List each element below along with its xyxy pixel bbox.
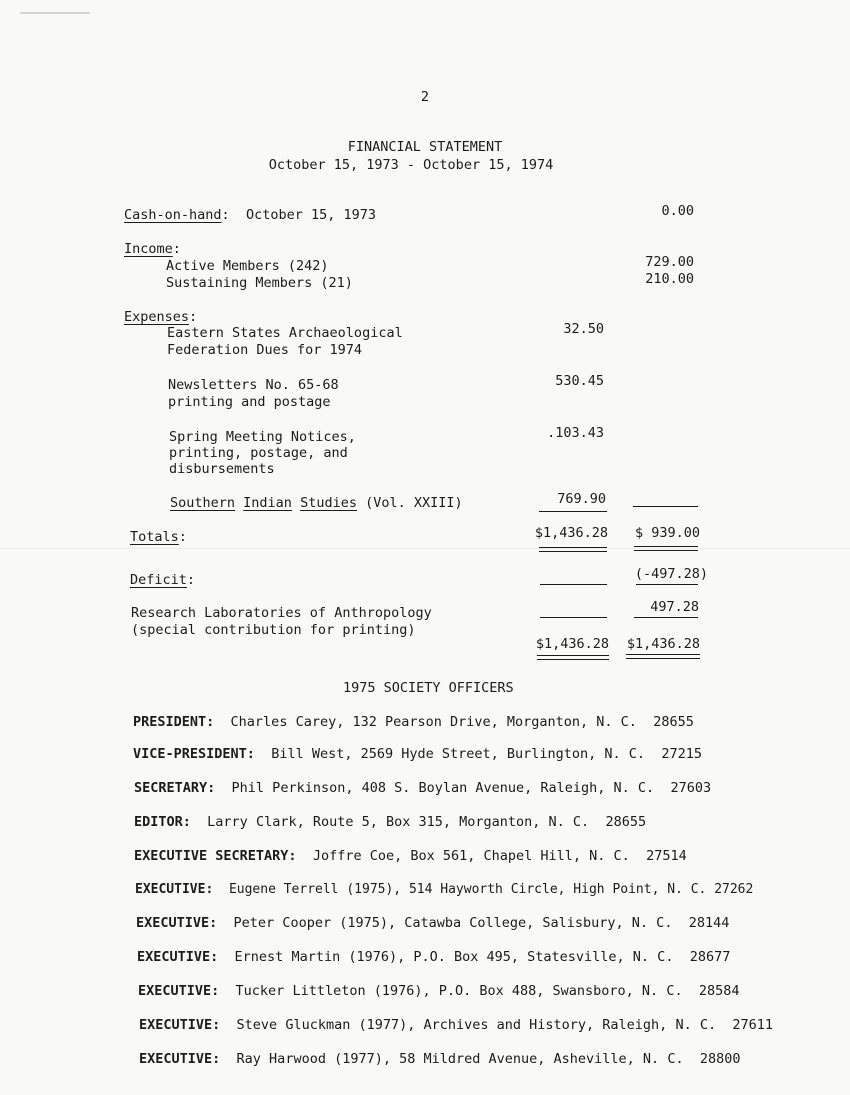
expense-item-line: printing and postage bbox=[168, 394, 331, 410]
officer-zip: 27603 bbox=[670, 780, 712, 796]
expense-item-line: Eastern States Archaeological bbox=[167, 325, 403, 341]
officer-details: Tucker Littleton (1976), P.O. Box 488, Swansboro, N. C. bbox=[235, 983, 683, 999]
cash-amount: 0.00 bbox=[661, 203, 694, 219]
officer-row bbox=[137, 949, 730, 966]
officer-details: Steve Gluckman (1977), Archives and History, Raleigh, N. C. bbox=[236, 1017, 717, 1033]
officer-row bbox=[134, 780, 711, 797]
income-item-label: Active Members (242) bbox=[166, 258, 329, 274]
expense-item-line: disbursements bbox=[169, 461, 275, 477]
subtotal-rule bbox=[633, 506, 698, 507]
officer-zip: 27514 bbox=[646, 848, 687, 864]
page-number: 2 bbox=[420, 89, 430, 105]
expense-item-line: Spring Meeting Notices, bbox=[169, 429, 356, 445]
officer-details: Ernest Martin (1976), P.O. Box 495, Statesville, N. C. bbox=[234, 949, 674, 965]
officer-role: EXECUTIVE: bbox=[138, 983, 220, 999]
officer-row bbox=[139, 1051, 740, 1068]
officer-zip: 27262 bbox=[714, 882, 754, 897]
officer-zip: 28655 bbox=[653, 714, 694, 730]
officers-title: 1975 SOCIETY OFFICERS bbox=[343, 680, 514, 696]
research-line: (special contribution for printing) bbox=[131, 622, 416, 638]
income-item-amount: 210.00 bbox=[645, 271, 694, 287]
totals-colon: : bbox=[178, 529, 187, 545]
officer-zip: 27611 bbox=[732, 1017, 773, 1033]
officer-role: EXECUTIVE: bbox=[135, 882, 214, 897]
expenses-heading-text: Expenses bbox=[124, 309, 190, 325]
total-double-rule bbox=[634, 546, 698, 551]
expense-item-line: printing, postage, and bbox=[169, 445, 348, 461]
income-heading bbox=[124, 241, 181, 258]
cash-label: Cash-on-hand bbox=[124, 207, 222, 223]
officer-row bbox=[135, 881, 753, 898]
total-double-rule bbox=[539, 547, 607, 552]
officer-zip: 28655 bbox=[605, 814, 647, 830]
journal-word: Southern bbox=[170, 495, 236, 511]
income-total: $ 939.00 bbox=[634, 525, 700, 541]
deficit-label bbox=[130, 572, 195, 589]
officer-details: Larry Clark, Route 5, Box 315, Morganton, N. C. bbox=[207, 814, 590, 830]
subtotal-rule bbox=[539, 511, 607, 512]
officer-role: EXECUTIVE: bbox=[139, 1017, 221, 1033]
deficit-amount: (-497.28) bbox=[634, 566, 708, 582]
officer-row bbox=[138, 983, 739, 1000]
expense-item-amount: 769.90 bbox=[557, 491, 606, 507]
expense-item-line: Newsletters No. 65-68 bbox=[168, 377, 339, 393]
officer-role: SECRETARY: bbox=[134, 780, 216, 796]
officer-details: Peter Cooper (1975), Catawba College, Salisbury, N. C. bbox=[233, 915, 673, 931]
page-fold-line bbox=[0, 548, 850, 549]
research-amount: 497.28 bbox=[650, 599, 699, 615]
officer-zip: 28584 bbox=[698, 983, 740, 999]
expense-journal-line bbox=[170, 495, 463, 512]
cash-colon: : bbox=[221, 207, 230, 223]
expense-item-amount: .103.43 bbox=[547, 425, 604, 441]
officer-role: EXECUTIVE: bbox=[137, 949, 219, 965]
grand-total-double-rule bbox=[537, 655, 609, 660]
officer-role: EXECUTIVE SECRETARY: bbox=[134, 848, 297, 864]
deficit-colon: : bbox=[186, 572, 196, 588]
research-rule bbox=[634, 617, 698, 618]
expense-item-amount: 32.50 bbox=[563, 321, 604, 337]
income-colon: : bbox=[172, 241, 181, 257]
income-heading-text: Income bbox=[124, 241, 173, 257]
statement-period: October 15, 1973 - October 15, 1974 bbox=[268, 157, 554, 173]
officer-row bbox=[134, 814, 646, 831]
officer-details: Joffre Coe, Box 561, Chapel Hill, N. C. bbox=[312, 848, 630, 864]
statement-title: FINANCIAL STATEMENT bbox=[347, 139, 503, 155]
paper-smudge bbox=[20, 12, 90, 14]
officer-details: Phil Perkinson, 408 S. Boylan Avenue, Raleigh, N. C. bbox=[231, 780, 655, 796]
grand-total-left: $1,436.28 bbox=[535, 636, 609, 652]
grand-total-right: $1,436.28 bbox=[626, 636, 700, 652]
journal-volume: (Vol. XXIII) bbox=[365, 495, 463, 511]
officer-zip: 28800 bbox=[699, 1051, 741, 1067]
officer-role: EXECUTIVE: bbox=[139, 1051, 221, 1067]
officer-details: Eugene Terrell (1975), 514 Hayworth Circle, High Point, N. C. bbox=[228, 882, 707, 897]
officer-zip: 27215 bbox=[661, 746, 702, 762]
deficit-rule bbox=[636, 584, 698, 585]
officer-details: Charles Carey, 132 Pearson Drive, Morganton, N. C. bbox=[230, 714, 637, 730]
officer-zip: 28677 bbox=[689, 949, 731, 965]
totals-label-text: Totals bbox=[130, 529, 179, 545]
cash-date: October 15, 1973 bbox=[245, 207, 376, 223]
expense-item-line: Federation Dues for 1974 bbox=[167, 342, 363, 358]
officer-row bbox=[139, 1017, 773, 1034]
journal-word: Indian bbox=[243, 495, 292, 511]
officer-zip: 28144 bbox=[688, 915, 730, 931]
blank-amount-rule bbox=[540, 617, 607, 618]
totals-label bbox=[130, 529, 187, 546]
research-line: Research Laboratories of Anthropology bbox=[131, 605, 432, 621]
officer-role: PRESIDENT: bbox=[133, 714, 215, 730]
expense-item-amount: 530.45 bbox=[555, 373, 604, 389]
officer-details: Bill West, 2569 Hyde Street, Burlington, N. C. bbox=[271, 746, 646, 762]
officer-role: EXECUTIVE: bbox=[136, 915, 218, 931]
expenses-heading bbox=[124, 309, 197, 326]
blank-amount-rule bbox=[540, 584, 607, 585]
officer-details: Ray Harwood (1977), 58 Mildred Avenue, Asheville, N. C. bbox=[236, 1051, 684, 1067]
grand-total-double-rule bbox=[626, 654, 700, 659]
officer-row bbox=[133, 714, 694, 731]
officer-row bbox=[136, 915, 729, 932]
journal-word: Studies bbox=[300, 495, 357, 511]
deficit-label-text: Deficit bbox=[130, 572, 187, 588]
expenses-total: $1,436.28 bbox=[534, 525, 608, 541]
income-item-amount: 729.00 bbox=[645, 254, 694, 270]
officer-row bbox=[134, 848, 687, 865]
income-item-label: Sustaining Members (21) bbox=[166, 275, 353, 291]
expenses-colon: : bbox=[189, 309, 198, 325]
cash-row bbox=[124, 207, 376, 224]
officer-row bbox=[133, 746, 702, 763]
officer-role: VICE-PRESIDENT: bbox=[133, 746, 255, 762]
officer-role: EDITOR: bbox=[134, 814, 191, 830]
